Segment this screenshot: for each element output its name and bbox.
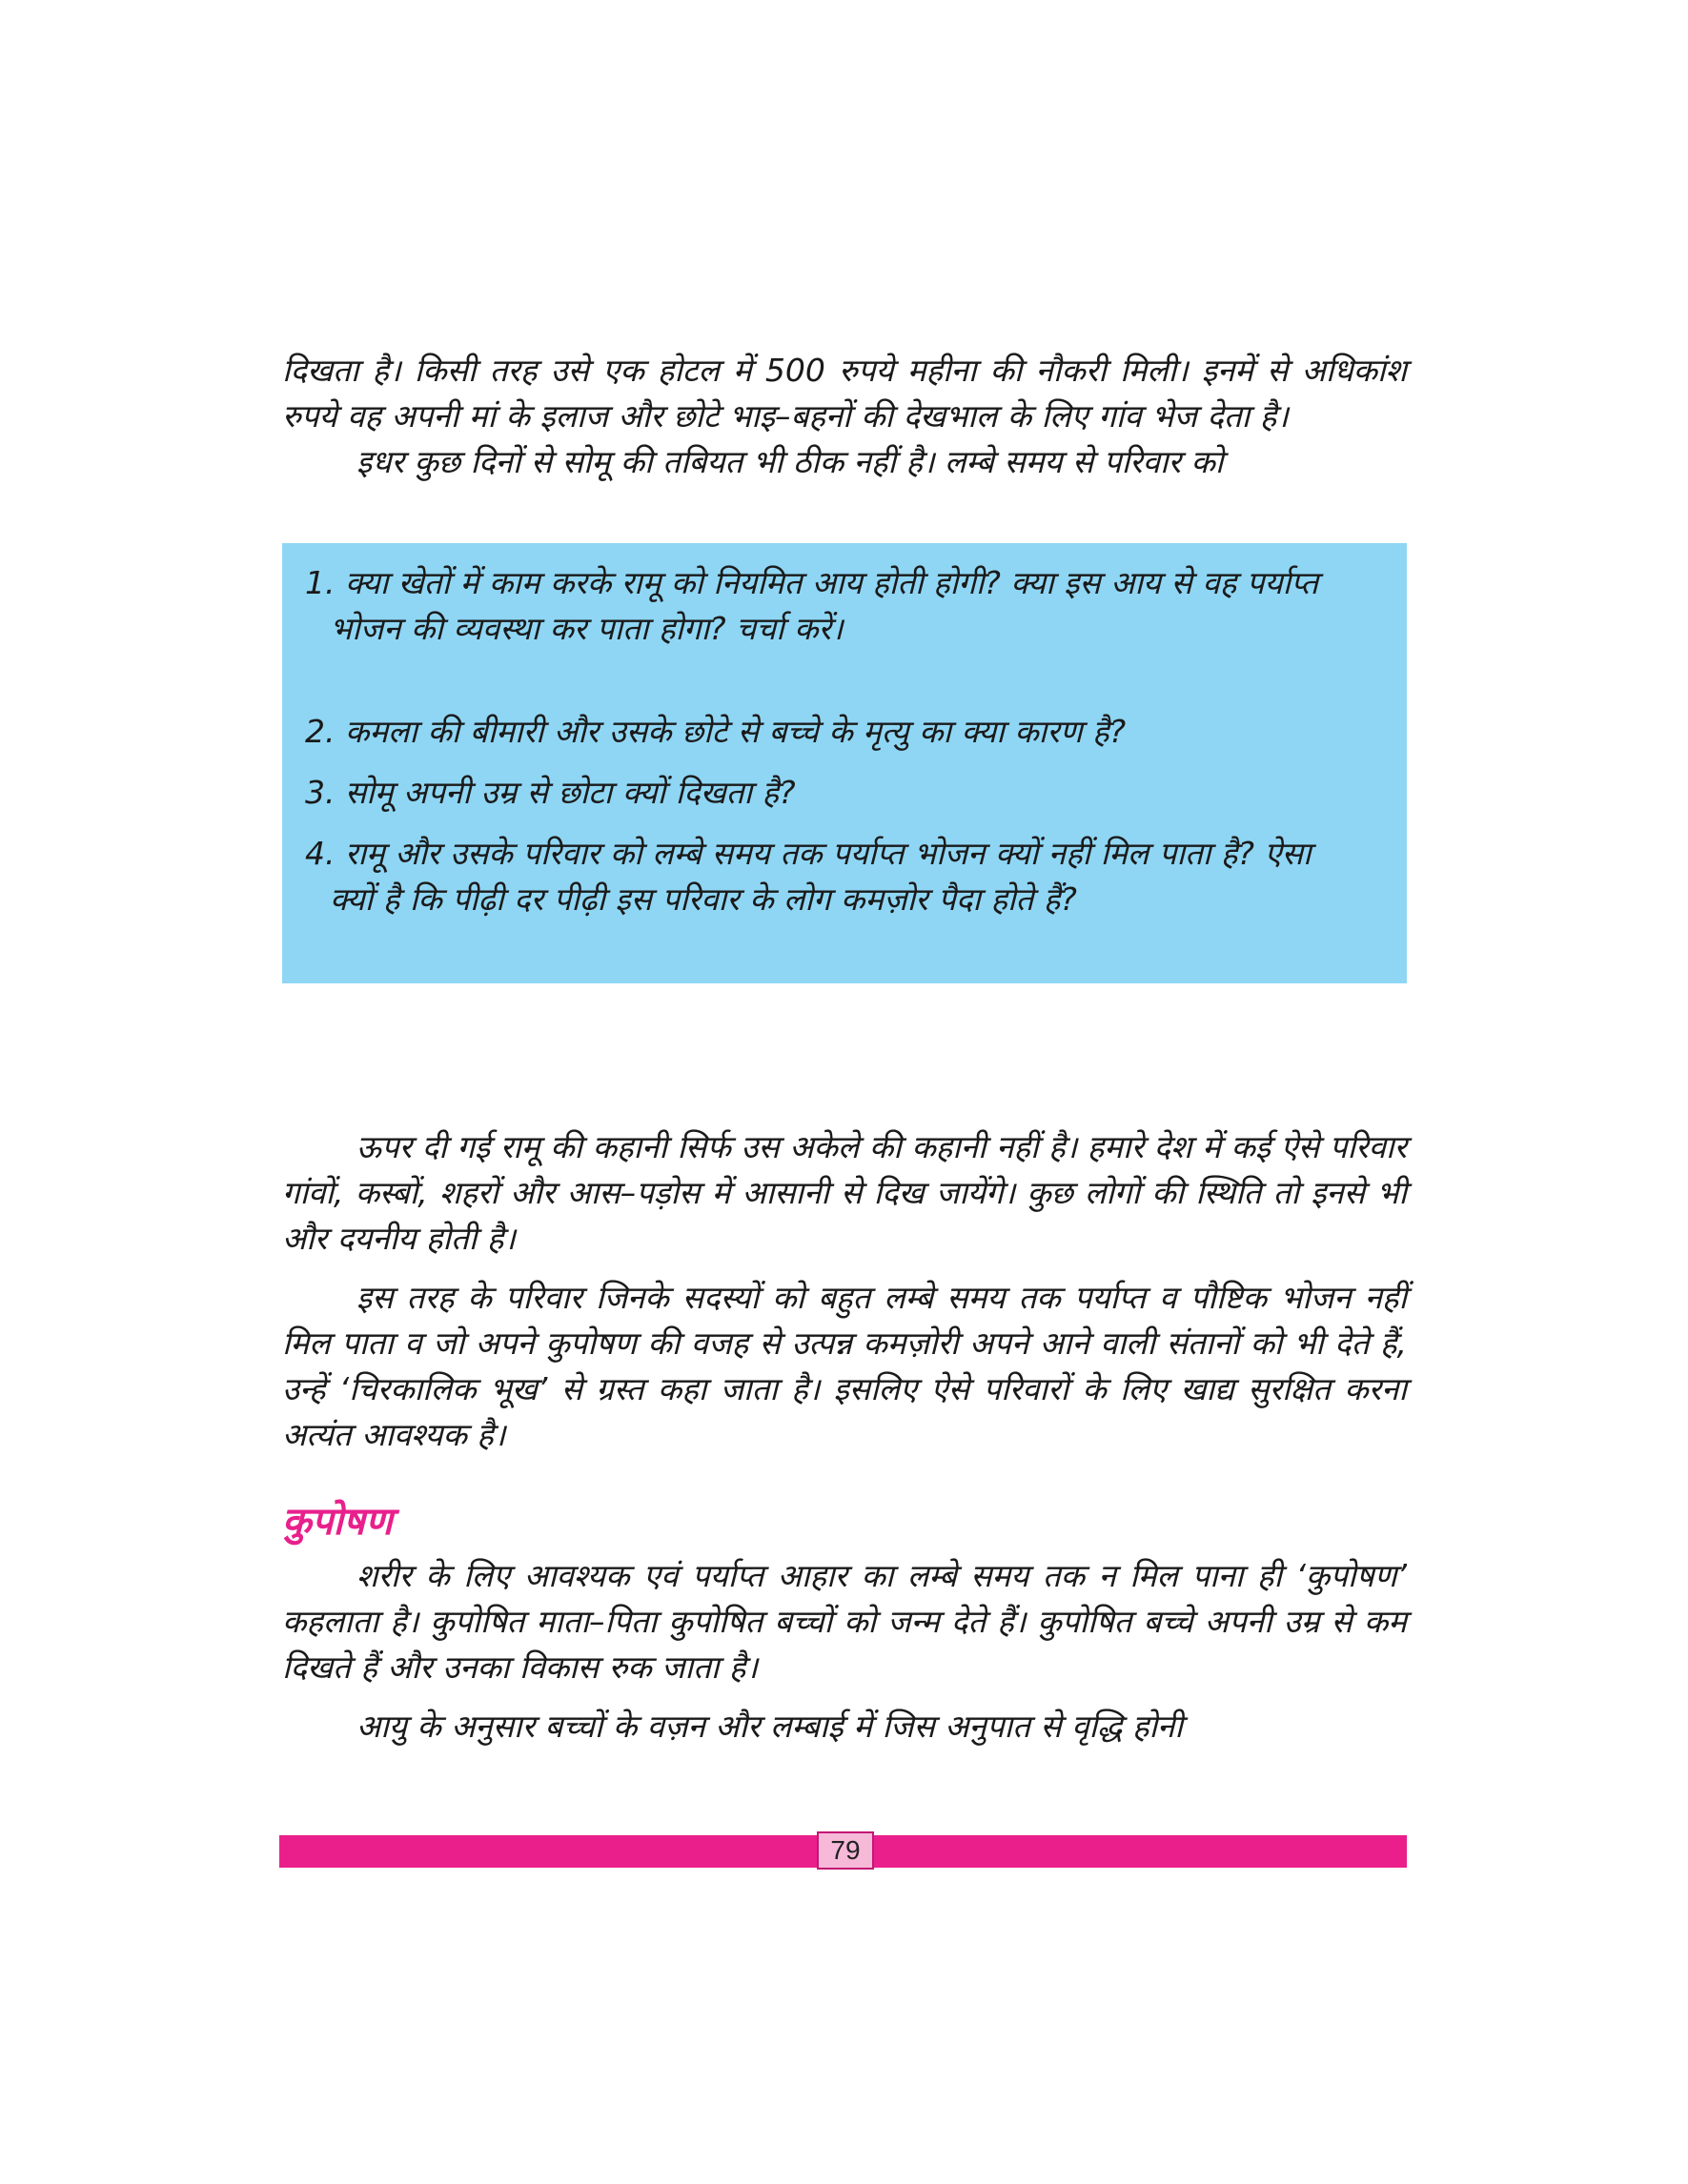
section-text-block: [282, 1553, 1407, 1749]
paragraph: दिखता है। किसी तरह उसे एक होटल में 500 रुपये महीना की नौकरी मिली। इनमें से अधिकांश रुपये वह अपनी मां के इलाज और छोटे भाइ–बहनों की देखभाल के लिए गांव भेज देता है।: [282, 352, 1407, 435]
paragraph: इस तरह के परिवार जिनके सदस्यों को बहुत लम्बे समय तक पर्याप्त व पौष्टिक भोजन नहीं मिल पाता व जो अपने कुपोषण की वजह से उत्पन्न कमज़ोरी अपने आने वाली संतानों को भी देते हैं, उन्हें ‘चिरकालिक भूख’ से ग्रस्त कहा जाता है। इसलिए ऐसे परिवारों के लिए खाद्य सुरक्षित करना अत्यंत आवश्यक है।: [282, 1279, 1407, 1453]
section-heading: कुपोषण: [282, 1500, 393, 1544]
paragraph: आयु के अनुसार बच्चों के वज़न और लम्बाई में जिस अनुपात से वृद्धि होनी: [356, 1708, 1183, 1745]
top-text-block: [282, 348, 1407, 485]
question-text: 1. क्या खेतों में काम करके रामू को नियमित आय होती होगी? क्या इस आय से वह पर्याप्त: [305, 564, 1319, 601]
paragraph: शरीर के लिए आवश्यक एवं पर्याप्त आहार का लम्बे समय तक न मिल पाना ही ‘कुपोषण’ कहलाता है। कुपोषित माता–पिता कुपोषित बच्चों को जन्म देते हैं। कुपोषित बच्चे अपनी उम्र से कम दिखते हैं और उनका विकास रुक जाता है।: [282, 1557, 1407, 1686]
question-2: 2. कमला की बीमारी और उसके छोटे से बच्चे के मृत्यु का क्या कारण है?: [305, 713, 1127, 750]
paragraph: इधर कुछ दिनों से सोमू की तबियत भी ठीक नहीं है। लम्बे समय से परिवार को: [356, 443, 1224, 480]
question-text: 4. रामू और उसके परिवार को लम्बे समय तक पर्याप्त भोजन क्यों नहीं मिल पाता है? ऐसा: [305, 835, 1312, 872]
paragraph: ऊपर दी गई रामू की कहानी सिर्फ उस अकेले की कहानी नहीं है। हमारे देश में कई ऐसे परिवार गांवों, कस्बों, शहरों और आस–पड़ोस में आसानी से दिख जायेंगे। कुछ लोगों की स्थिति तो इनसे भी और दयनीय होती है।: [282, 1128, 1407, 1257]
body-text-block: [282, 1124, 1407, 1458]
page-number: 79: [817, 1831, 874, 1870]
question-text: भोजन की व्यवस्था कर पाता होगा? चर्चा करें।: [330, 610, 844, 647]
question-1: [305, 560, 1384, 652]
question-3: 3. सोमू अपनी उम्र से छोटा क्यों दिखता है?: [305, 774, 796, 811]
question-text: क्यों है कि पीढ़ी दर पीढ़ी इस परिवार के लोग कमज़ोर पैदा होते हैं?: [330, 880, 1077, 918]
question-box: [282, 543, 1407, 983]
question-4: [305, 831, 1384, 922]
